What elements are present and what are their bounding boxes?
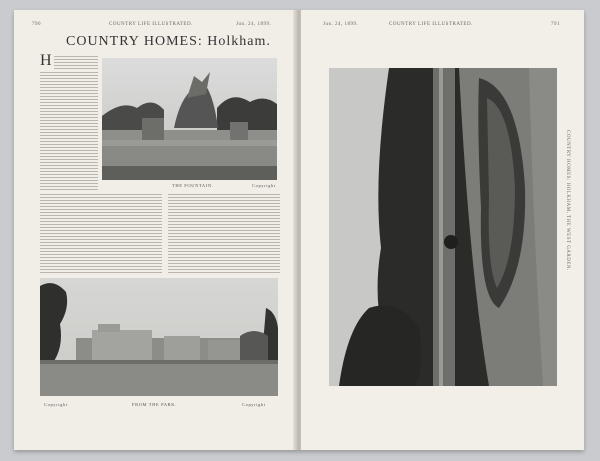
fountain-photo xyxy=(102,58,277,180)
left-date: Jun. 24, 1899. xyxy=(236,22,272,27)
park-caption: FROM THE PARK. xyxy=(132,402,177,407)
text-block-right-lower xyxy=(168,194,280,274)
article-title: COUNTRY HOMES: Holkham. xyxy=(66,34,271,49)
side-caption: COUNTRY HOMES: HOLKHAM, THE WEST GARDEN. xyxy=(565,130,570,271)
right-running-head: COUNTRY LIFE ILLUSTRATED. xyxy=(389,22,473,27)
left-running-head: COUNTRY LIFE ILLUSTRATED. xyxy=(109,22,193,27)
text-column-left xyxy=(40,72,98,190)
right-page xyxy=(301,10,584,450)
west-garden-photo xyxy=(329,68,557,386)
left-page-number: 790 xyxy=(32,22,41,27)
park-credit: Copyright xyxy=(242,402,266,407)
right-page-number: 791 xyxy=(551,22,560,27)
fountain-credit: Copyright xyxy=(252,183,276,188)
magazine-spread xyxy=(14,10,584,450)
text-block-left-lower xyxy=(40,194,162,274)
fountain-caption: THE FOUNTAIN. xyxy=(172,183,214,188)
left-page xyxy=(14,10,297,450)
text-column-lead xyxy=(54,56,98,70)
bottom-left-label: Copyright xyxy=(44,402,68,407)
house-from-park-photo xyxy=(40,278,278,396)
right-date: Jun. 24, 1899. xyxy=(323,22,359,27)
drop-cap: H xyxy=(40,52,52,69)
